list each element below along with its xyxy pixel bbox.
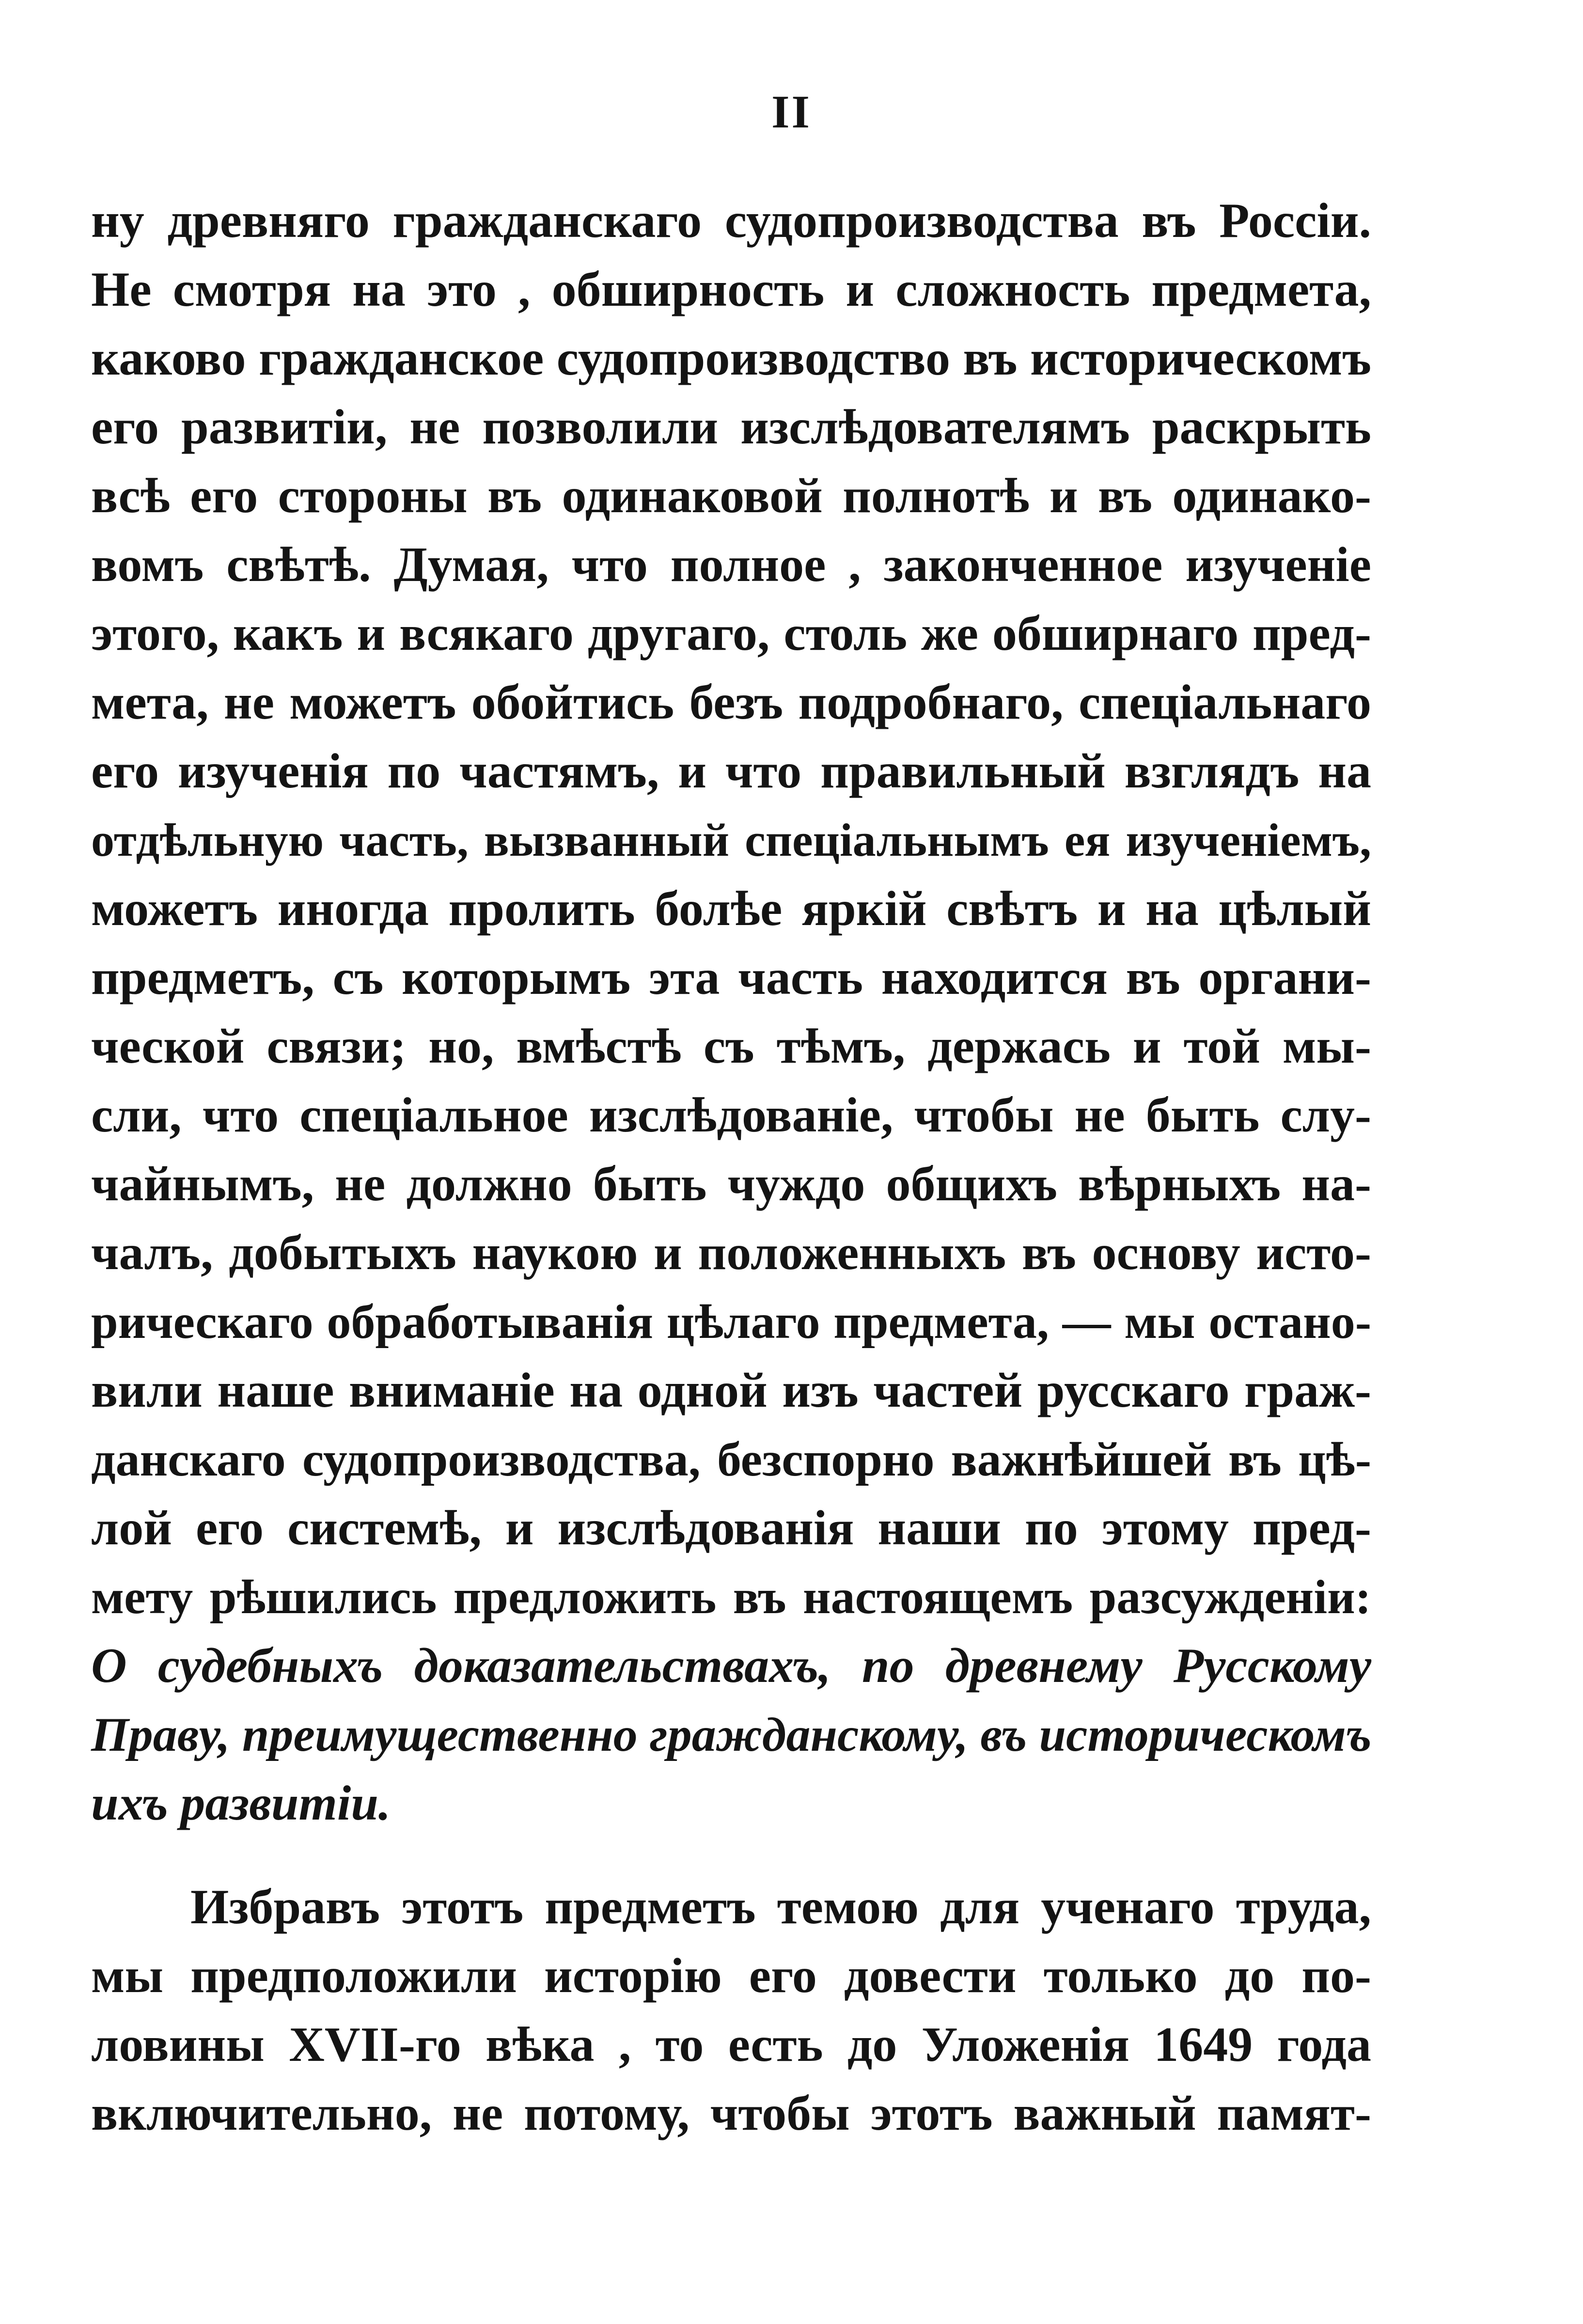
- text-line: чайнымъ, не должно быть чуждо общихъ вѣрныхъ на-: [91, 1157, 1371, 1211]
- text-line: этого, какъ и всякаго другаго, столь же обширнаго пред-: [91, 606, 1371, 661]
- text-line: можетъ иногда пролить болѣе яркій свѣтъ и на цѣлый: [91, 881, 1371, 936]
- text-line: сли, что спеціальное изслѣдованіе, чтобы не быть слу-: [91, 1088, 1371, 1143]
- text-line: чалъ, добытыхъ наукою и положенныхъ въ основу исто-: [91, 1225, 1371, 1280]
- text-line: каково гражданское судопроизводство въ историческомъ: [91, 331, 1371, 386]
- text-line: его развитіи, не позволили изслѣдователямъ раскрыть: [91, 400, 1371, 455]
- text-line: данскаго судопроизводства, безспорно важнѣйшей въ цѣ-: [91, 1432, 1371, 1486]
- text-line: ческой связи; но, вмѣстѣ съ тѣмъ, держась и той мы-: [91, 1019, 1371, 1074]
- text-line: Избравъ этотъ предметъ темою для ученаго труда,: [190, 1880, 1371, 1934]
- text-line: лой его системѣ, и изслѣдованія наши по этому пред-: [91, 1501, 1371, 1555]
- text-line: предметъ, съ которымъ эта часть находится въ органи-: [91, 950, 1371, 1005]
- italic-title-line: ихъ развитіи.: [91, 1776, 391, 1831]
- text-line: включительно, не потому, чтобы этотъ важный памят-: [91, 2086, 1371, 2141]
- paragraph-1: [91, 187, 1371, 1838]
- italic-title-line: Праву, преимущественно гражданскому, въ историческомъ: [91, 1708, 1372, 1761]
- text-line: рическаго обработыванія цѣлаго предмета, — мы остано-: [91, 1295, 1371, 1349]
- italic-title-line: О судебныхъ доказательствахъ, по древнему Русскому: [91, 1638, 1371, 1693]
- text-line: мы предположили исторію его довести только до по-: [91, 1948, 1371, 2003]
- text-line: ловины XVII-го вѣка , то есть до Уложенія 1649 года: [91, 2017, 1371, 2072]
- text-line: его изученія по частямъ, и что правильный взглядъ на: [91, 744, 1371, 799]
- text-line: отдѣльную часть, вызванный спеціальнымъ ея изученіемъ,: [91, 814, 1371, 866]
- text-line: мета, не можетъ обойтись безъ подробнаго, спеціальнаго: [91, 675, 1371, 730]
- text-line: вомъ свѣтѣ. Думая, что полное , законченное изученіе: [91, 537, 1371, 592]
- paragraph-2: [91, 1873, 1371, 2148]
- text-line: вили наше вниманіе на одной изъ частей русскаго граж-: [91, 1363, 1371, 1418]
- text-line: Не смотря на это , обширность и сложность предмета,: [91, 262, 1371, 317]
- page-number: II: [771, 86, 812, 138]
- text-line: ну древняго гражданскаго судопроизводства въ Россіи.: [91, 193, 1371, 248]
- text-line: мету рѣшились предложить въ настоящемъ разсужденіи:: [91, 1570, 1371, 1624]
- text-line: всѣ его стороны въ одинаковой полнотѣ и въ одинако-: [91, 469, 1371, 523]
